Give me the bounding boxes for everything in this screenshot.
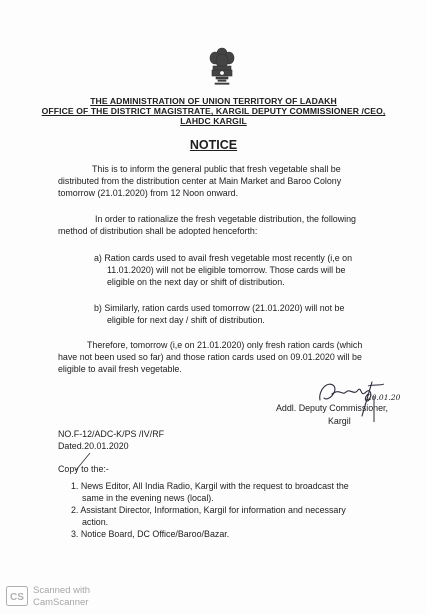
- point-b-line2: eligible for next day / shift of distribution.: [107, 315, 265, 325]
- para1-line3: tomorrow (21.01.2020) from 12 Noon onward.: [58, 188, 239, 198]
- para3-line3: eligible to avail fresh vegetable.: [58, 364, 182, 374]
- header-line-2: OFFICE OF THE DISTRICT MAGISTRATE, KARGIL DEPUTY COMMISSIONER /CEO,: [41, 106, 386, 116]
- point-a-line3: eligible on the next day or shift of distribution.: [107, 277, 285, 287]
- para2-line2: method of distribution shall be adopted henceforth:: [58, 226, 258, 236]
- point-b-line1: b) Similarly, ration cards used tomorrow (21.01.2020) will not be: [94, 303, 345, 313]
- copy-item-1-line2: same in the evening news (local).: [82, 493, 214, 503]
- reference-number: NO.F-12/ADC-K/PS /IV/RF: [58, 429, 165, 439]
- copy-item-2-line2: action.: [82, 517, 109, 527]
- para1-line2: distributed from the distribution center at Main Market and Baroo Colony: [58, 176, 342, 186]
- national-emblem-icon: [207, 46, 237, 88]
- copy-to-label: Copy to the:-: [58, 464, 109, 474]
- camscanner-logo-icon: [6, 586, 28, 606]
- point-a-line1: a) Ration cards used to avail fresh vegetable most recently (i,e on: [94, 253, 352, 263]
- header-line-1: THE ADMINISTRATION OF UNION TERRITORY OF LADAKH: [90, 96, 337, 106]
- copy-item-2-line1: 2. Assistant Director, Information, Kargil for information and necessary: [71, 505, 346, 515]
- watermark-line1: Scanned with: [33, 585, 91, 596]
- copy-item-1-line1: 1. News Editor, All India Radio, Kargil with the request to broadcast the: [71, 481, 349, 491]
- reference-date: Dated.20.01.2020: [58, 441, 129, 451]
- para2-line1: In order to rationalize the fresh vegetable distribution, the following: [95, 214, 356, 224]
- svg-text:CS: CS: [10, 592, 24, 603]
- para3-line2: have not been used so far) and those ration cards used on 09.01.2020 will be: [58, 352, 362, 362]
- signature-date: 20.01.20: [367, 393, 401, 402]
- point-a-line2: 11.01.2020) will not be eligible tomorrow. Those cards will be: [107, 265, 346, 275]
- para3-line1: Therefore, tomorrow (i,e on 21.01.2020) only fresh ration cards (which: [87, 340, 363, 350]
- notice-title: NOTICE: [189, 138, 238, 152]
- header-line-3: LAHDC KARGIL: [180, 116, 247, 126]
- copy-item-3: 3. Notice Board, DC Office/Baroo/Bazar.: [71, 529, 230, 539]
- signature-place: Kargil: [328, 416, 351, 426]
- para1-line1: This is to inform the general public that fresh vegetable shall be: [92, 164, 341, 174]
- watermark-line2: CamScanner: [33, 597, 89, 608]
- signature-designation: Addl. Deputy Commissioner,: [276, 403, 388, 413]
